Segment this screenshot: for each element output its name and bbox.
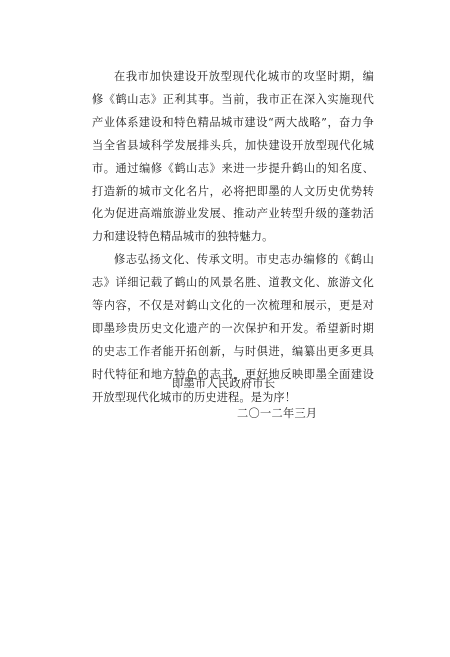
signature-date: 二〇一二年三月 (237, 407, 318, 420)
preface-body (92, 66, 374, 410)
preface-paragraph-1: 在我市加快建设开放型现代化城市的攻坚时期，编修《鹤山志》正利其事。当前，我市正在深入实施现代产业体系建设和特色精品城市建设“两大战略”，奋力争当全省县域科学发展排头兵，加快建设开放型现代化城市。通过编修《鹤山志》来进一步提升鹤山的知名度、打造新的城市文化名片，必将把即墨的人文历史优势转化为促进高端旅游业发展、推动产业转型升级的蓬勃活力和建设特色精品城市的独特魅力。 (92, 70, 374, 244)
signature-title: 即墨市人民政府市长 (172, 377, 276, 390)
preface-paragraph-2: 修志弘扬文化、传承文明。市史志办编修的《鹤山志》详细记载了鹤山的风景名胜、道教文化、旅游文化等内容，不仅是对鹤山文化的一次梳理和展示，更是对即墨珍贵历史文化遗产的一次保护和开发。希望新时期的史志工作者能开拓创新，与时俱进，编纂出更多更具时代特征和地方特色的志书，更好地反映即墨全面建设开放型现代化城市的历史进程。是为序！ (92, 253, 374, 404)
